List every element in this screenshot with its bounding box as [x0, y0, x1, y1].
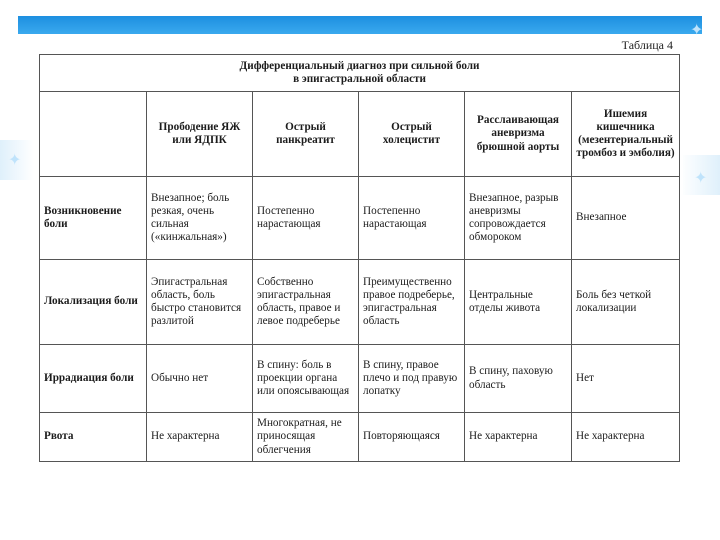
table-cell: Собственно эпигастральная область, правое и левое подреберье [253, 260, 359, 345]
table-cell: Не характерна [465, 413, 572, 462]
table-cell: Постепенно нарастающая [253, 177, 359, 260]
table-cell: Повторяющаяся [359, 413, 465, 462]
table-cell: В спину, правое плечо и под правую лопатку [359, 345, 465, 413]
table-row [40, 345, 680, 413]
row-header: Иррадиация боли [40, 345, 147, 413]
table-corner-cell [40, 92, 147, 177]
table-caption [40, 55, 680, 92]
slide-header-bar [18, 16, 702, 34]
table-cell: Не характерна [147, 413, 253, 462]
table-header-row [40, 92, 680, 177]
table-cell: В спину: боль в проекции органа или опоясывающая [253, 345, 359, 413]
sparkle-icon: ✦ [694, 168, 708, 187]
table-cell: Эпигастральная область, боль быстро становится разлитой [147, 260, 253, 345]
column-header: Ишемия кишечника (мезентериальный тромбоз и эмболия) [572, 92, 680, 177]
table-cell: Преимущественно правое подреберье, эпигастральная область [359, 260, 465, 345]
row-header: Локализация боли [40, 260, 147, 345]
table-caption-row [40, 55, 680, 92]
table-cell: Центральные отделы живота [465, 260, 572, 345]
table-cell: Постепенно нарастающая [359, 177, 465, 260]
table-row [40, 260, 680, 345]
table-cell: Многократная, не приносящая облегчения [253, 413, 359, 462]
differential-diagnosis-table [39, 54, 680, 462]
column-header: Острый панкреатит [253, 92, 359, 177]
table-row [40, 177, 680, 260]
row-header: Возникновение боли [40, 177, 147, 260]
sparkle-icon: ✦ [690, 20, 704, 39]
table-cell: Внезапное [572, 177, 680, 260]
table-number-label: Таблица 4 [621, 38, 673, 52]
table-cell: В спину, паховую область [465, 345, 572, 413]
table-cell: Внезапное, разрыв аневризмы сопровождается обмороком [465, 177, 572, 260]
sparkle-icon: ✦ [8, 150, 22, 169]
column-header: Расслаивающая аневризма брюшной аорты [465, 92, 572, 177]
table-cell: Боль без четкой локализации [572, 260, 680, 345]
document-page [35, 34, 683, 470]
caption-line-1: Дифференциальный диагноз при сильной боли [239, 59, 480, 72]
caption-line-2: в эпигастральной области [293, 73, 426, 85]
table-cell: Не характерна [572, 413, 680, 462]
table-cell: Обычно нет [147, 345, 253, 413]
column-header: Прободение ЯЖ или ЯДПК [147, 92, 253, 177]
table-cell: Нет [572, 345, 680, 413]
row-header: Рвота [40, 413, 147, 462]
table-row [40, 413, 680, 462]
column-header: Острый холецистит [359, 92, 465, 177]
table-cell: Внезапное; боль резкая, очень сильная («кинжальная») [147, 177, 253, 260]
